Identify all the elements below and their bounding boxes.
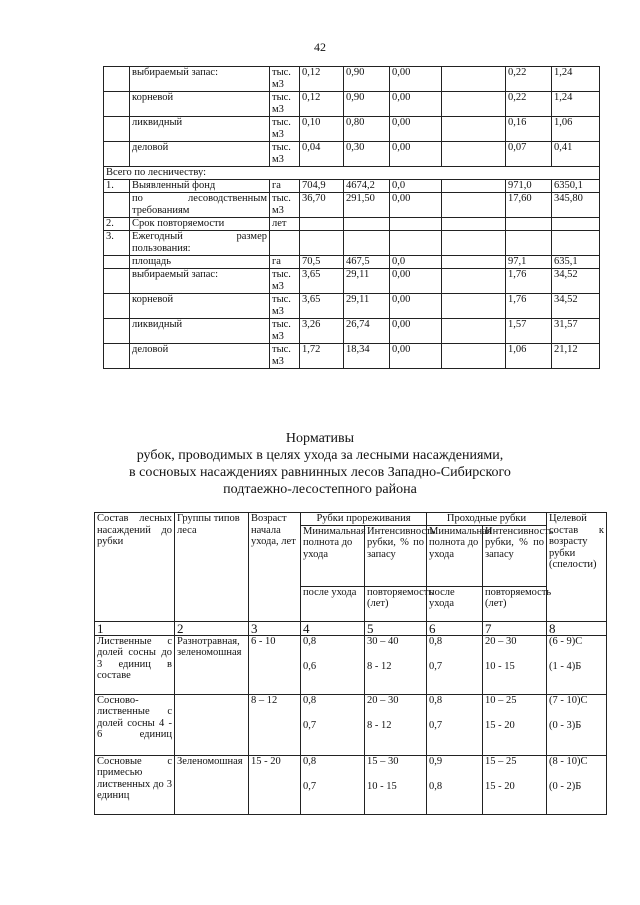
row-value-pair — [301, 694, 365, 755]
row-value-pair — [301, 755, 365, 814]
row-value-c: 0,0 — [390, 256, 442, 269]
row-value-b: 0,80 — [344, 117, 390, 142]
row-value-target1: (8 - 10)С — [549, 755, 588, 767]
row-value-pair — [301, 635, 365, 694]
title-line: в сосновых насаждениях равнинных лесов Западно-Сибирского — [129, 465, 511, 480]
row-value-f — [552, 218, 600, 231]
header-repeat: повторяемость (лет) — [365, 586, 427, 621]
row-value-p_after: 0,7 — [429, 661, 443, 672]
row-value-pair — [547, 755, 607, 814]
row-value-d — [442, 256, 506, 269]
row-value-f: 345,80 — [552, 193, 600, 218]
row-composition: Лиственные с долей сосны до 3 единиц в составе — [95, 635, 175, 694]
row-value-b: 0,30 — [344, 142, 390, 167]
row-value-f: 6350,1 — [552, 180, 600, 193]
row-value-t_after: 0,7 — [303, 781, 317, 792]
row-value-d — [442, 269, 506, 294]
row-value-d — [442, 344, 506, 369]
row-value-a: 36,70 — [300, 193, 344, 218]
row-value-e — [506, 231, 552, 256]
row-value-d — [442, 117, 506, 142]
row-value-pair — [427, 635, 483, 694]
row-number — [104, 193, 130, 218]
table-row — [95, 755, 607, 814]
row-number: 1. — [104, 180, 130, 193]
header-target: Целевой состав к возрасту рубки (спелости) — [547, 513, 607, 622]
row-value-f: 34,52 — [552, 269, 600, 294]
row-value-p_after: 0,7 — [429, 720, 443, 731]
row-group: Разнотравная, зеленомошная — [175, 635, 249, 694]
row-value-target2: (1 - 4)Б — [549, 661, 582, 672]
table-row — [95, 694, 607, 755]
row-value-target1: (6 - 9)С — [549, 635, 583, 647]
row-number: 2. — [104, 218, 130, 231]
row-value-d — [442, 67, 506, 92]
col-num: 3 — [249, 621, 301, 635]
header-intensity: Интенсивность рубки, % по запасу — [365, 525, 427, 586]
table-row — [104, 256, 600, 269]
row-value-c: 0,00 — [390, 269, 442, 294]
row-unit: тыс. м3 — [270, 142, 300, 167]
row-value-pair — [427, 755, 483, 814]
title-line: рубок, проводимых в целях ухода за лесными насаждениями, — [136, 448, 504, 463]
row-value-e: 971,0 — [506, 180, 552, 193]
row-value-f: 34,52 — [552, 294, 600, 319]
column-number-row — [95, 621, 607, 635]
col-num: 8 — [547, 621, 607, 635]
col-num: 5 — [365, 621, 427, 635]
row-value-a: 3,65 — [300, 269, 344, 294]
row-value-t_rep: 8 - 12 — [367, 720, 392, 731]
row-value-b: 29,11 — [344, 269, 390, 294]
row-value-b: 29,11 — [344, 294, 390, 319]
col-num: 6 — [427, 621, 483, 635]
col-num: 2 — [175, 621, 249, 635]
row-value-p_min: 0,8 — [429, 635, 443, 647]
row-number — [104, 269, 130, 294]
row-value-pair — [365, 755, 427, 814]
row-value-a: 0,12 — [300, 67, 344, 92]
row-value-e: 0,22 — [506, 67, 552, 92]
row-number — [104, 142, 130, 167]
row-value-f: 1,24 — [552, 67, 600, 92]
header-min-density: Минимальная полнота до ухода — [301, 525, 365, 586]
title-line: подтаежно-лесостепного района — [223, 482, 417, 497]
row-name: Ежегодный размер пользования: — [130, 231, 270, 256]
col-num: 1 — [95, 621, 175, 635]
row-value-e: 0,07 — [506, 142, 552, 167]
row-number — [104, 117, 130, 142]
row-name: площадь — [130, 256, 270, 269]
row-value-c: 0,00 — [390, 193, 442, 218]
row-unit: га — [270, 256, 300, 269]
row-age: 15 - 20 — [249, 755, 301, 814]
row-name: выбираемый запас: — [130, 269, 270, 294]
col-num: 7 — [483, 621, 547, 635]
row-unit: тыс. м3 — [270, 67, 300, 92]
row-unit: тыс. м3 — [270, 92, 300, 117]
row-value-c: 0,00 — [390, 319, 442, 344]
row-value-a: 1,72 — [300, 344, 344, 369]
header-thinning: Рубки прореживания — [301, 513, 427, 526]
row-value-a: 0,12 — [300, 92, 344, 117]
row-value-f: 1,24 — [552, 92, 600, 117]
row-value-b: 4674,2 — [344, 180, 390, 193]
row-unit: тыс. м3 — [270, 269, 300, 294]
row-name: ликвидный — [130, 117, 270, 142]
table-row — [104, 193, 600, 218]
row-composition: Сосново-лиственные с долей сосны 4 - 6 единиц — [95, 694, 175, 755]
row-group — [175, 694, 249, 755]
row-value-p_rep: 15 - 20 — [485, 720, 515, 731]
row-value-a — [300, 231, 344, 256]
row-value-d — [442, 142, 506, 167]
row-value-p_int: 15 – 25 — [485, 755, 517, 767]
row-value-p_rep: 10 - 15 — [485, 661, 515, 672]
row-value-t_min: 0,8 — [303, 635, 317, 647]
row-value-t_rep: 8 - 12 — [367, 661, 392, 672]
row-value-c: 0,00 — [390, 294, 442, 319]
row-value-d — [442, 180, 506, 193]
row-value-pair — [483, 755, 547, 814]
row-value-d — [442, 319, 506, 344]
row-value-t_int: 15 – 30 — [367, 755, 399, 767]
row-age: 8 – 12 — [249, 694, 301, 755]
row-value-p_after: 0,8 — [429, 781, 443, 792]
header-composition: Состав лесных насаждений до рубки — [95, 513, 175, 622]
header-age: Возраст начала ухода, лет — [249, 513, 301, 622]
row-value-b: 467,5 — [344, 256, 390, 269]
row-value-f — [552, 231, 600, 256]
row-value-e: 1,76 — [506, 269, 552, 294]
row-number — [104, 256, 130, 269]
row-value-b: 291,50 — [344, 193, 390, 218]
row-value-f: 21,12 — [552, 344, 600, 369]
row-number — [104, 67, 130, 92]
row-value-d — [442, 294, 506, 319]
row-value-t_after: 0,6 — [303, 661, 317, 672]
row-value-e: 1,76 — [506, 294, 552, 319]
row-unit — [270, 231, 300, 256]
row-value-b — [344, 218, 390, 231]
row-value-e: 17,60 — [506, 193, 552, 218]
row-value-a: 3,65 — [300, 294, 344, 319]
row-value-pair — [365, 635, 427, 694]
table-row — [104, 142, 600, 167]
row-value-c: 0,00 — [390, 67, 442, 92]
row-value-p_int: 10 – 25 — [485, 694, 517, 706]
row-name: корневой — [130, 92, 270, 117]
table-row — [104, 269, 600, 294]
row-value-t_rep: 10 - 15 — [367, 781, 397, 792]
row-value-pair — [547, 694, 607, 755]
row-age: 6 - 10 — [249, 635, 301, 694]
row-value-e — [506, 218, 552, 231]
row-name: Срок повторяемости — [130, 218, 270, 231]
row-value-p_rep: 15 - 20 — [485, 781, 515, 792]
page-number: 42 — [314, 40, 326, 54]
forestry-summary-table — [103, 66, 600, 369]
row-value-f: 1,06 — [552, 117, 600, 142]
total-label: Всего по лесничеству: — [104, 167, 600, 180]
table-row — [104, 319, 600, 344]
row-value-b: 18,34 — [344, 344, 390, 369]
row-value-t_int: 20 – 30 — [367, 694, 399, 706]
row-group: Зеленомошная — [175, 755, 249, 814]
row-value-t_after: 0,7 — [303, 720, 317, 731]
row-value-f: 635,1 — [552, 256, 600, 269]
row-number — [104, 294, 130, 319]
row-name: Выявленный фонд — [130, 180, 270, 193]
row-value-b: 0,90 — [344, 92, 390, 117]
col-num: 4 — [301, 621, 365, 635]
header-intensity: Интенсивность рубки, % по запасу — [483, 525, 547, 586]
row-value-f: 31,57 — [552, 319, 600, 344]
row-number — [104, 92, 130, 117]
row-value-d — [442, 92, 506, 117]
felling-norms-table — [94, 512, 607, 815]
row-value-c: 0,0 — [390, 180, 442, 193]
row-value-e: 1,57 — [506, 319, 552, 344]
row-number — [104, 344, 130, 369]
row-value-b: 26,74 — [344, 319, 390, 344]
table-row — [104, 117, 600, 142]
row-value-a: 704,9 — [300, 180, 344, 193]
row-name: ликвидный — [130, 319, 270, 344]
row-value-b — [344, 231, 390, 256]
table-row — [104, 344, 600, 369]
header-groups: Группы типов леса — [175, 513, 249, 622]
row-value-e: 97,1 — [506, 256, 552, 269]
row-value-target1: (7 - 10)С — [549, 694, 588, 706]
header-passage: Проходные рубки — [427, 513, 547, 526]
row-value-pair — [427, 694, 483, 755]
row-value-t_min: 0,8 — [303, 694, 317, 706]
row-value-a: 70,5 — [300, 256, 344, 269]
row-value-p_min: 0,8 — [429, 694, 443, 706]
row-unit: тыс. м3 — [270, 294, 300, 319]
row-value-e: 0,16 — [506, 117, 552, 142]
row-name: выбираемый запас: — [130, 67, 270, 92]
row-value-pair — [483, 694, 547, 755]
row-unit: тыс. м3 — [270, 344, 300, 369]
row-value-c: 0,00 — [390, 92, 442, 117]
header-after: после ухода — [427, 586, 483, 621]
table-row — [104, 231, 600, 256]
row-value-a: 0,10 — [300, 117, 344, 142]
table-row — [104, 167, 600, 180]
row-value-t_min: 0,8 — [303, 755, 317, 767]
row-unit: тыс. м3 — [270, 193, 300, 218]
row-value-c — [390, 231, 442, 256]
header-after: после ухода — [301, 586, 365, 621]
row-value-pair — [547, 635, 607, 694]
row-value-c: 0,00 — [390, 117, 442, 142]
row-value-d — [442, 231, 506, 256]
row-composition: Сосновые с примесью лиственных до 3 единиц — [95, 755, 175, 814]
table-row — [104, 67, 600, 92]
row-value-d — [442, 193, 506, 218]
row-value-c — [390, 218, 442, 231]
row-name: деловой — [130, 142, 270, 167]
table-row — [104, 218, 600, 231]
row-value-pair — [365, 694, 427, 755]
row-value-a: 0,04 — [300, 142, 344, 167]
table-row — [95, 635, 607, 694]
header-min-density: Минимальная полнота до ухода — [427, 525, 483, 586]
row-unit: га — [270, 180, 300, 193]
document-title — [80, 430, 560, 498]
row-unit: лет — [270, 218, 300, 231]
row-name: деловой — [130, 344, 270, 369]
row-number — [104, 319, 130, 344]
row-value-b: 0,90 — [344, 67, 390, 92]
table-header-row — [95, 513, 607, 526]
row-value-p_min: 0,9 — [429, 755, 443, 767]
row-value-e: 0,22 — [506, 92, 552, 117]
row-value-c: 0,00 — [390, 344, 442, 369]
row-value-c: 0,00 — [390, 142, 442, 167]
row-value-a — [300, 218, 344, 231]
row-value-t_int: 30 – 40 — [367, 635, 399, 647]
row-value-target2: (0 - 3)Б — [549, 720, 582, 731]
table-row — [104, 294, 600, 319]
row-name: корневой — [130, 294, 270, 319]
row-value-f: 0,41 — [552, 142, 600, 167]
row-number: 3. — [104, 231, 130, 256]
row-value-p_int: 20 – 30 — [485, 635, 517, 647]
table-row — [104, 92, 600, 117]
row-unit: тыс. м3 — [270, 319, 300, 344]
row-value-d — [442, 218, 506, 231]
row-unit: тыс. м3 — [270, 117, 300, 142]
row-name: по лесоводственным требованиям — [130, 193, 270, 218]
title-line: Нормативы — [285, 431, 355, 446]
header-repeat: повторяемость (лет) — [483, 586, 547, 621]
row-value-e: 1,06 — [506, 344, 552, 369]
table-row — [104, 180, 600, 193]
row-value-target2: (0 - 2)Б — [549, 781, 582, 792]
row-value-pair — [483, 635, 547, 694]
row-value-a: 3,26 — [300, 319, 344, 344]
